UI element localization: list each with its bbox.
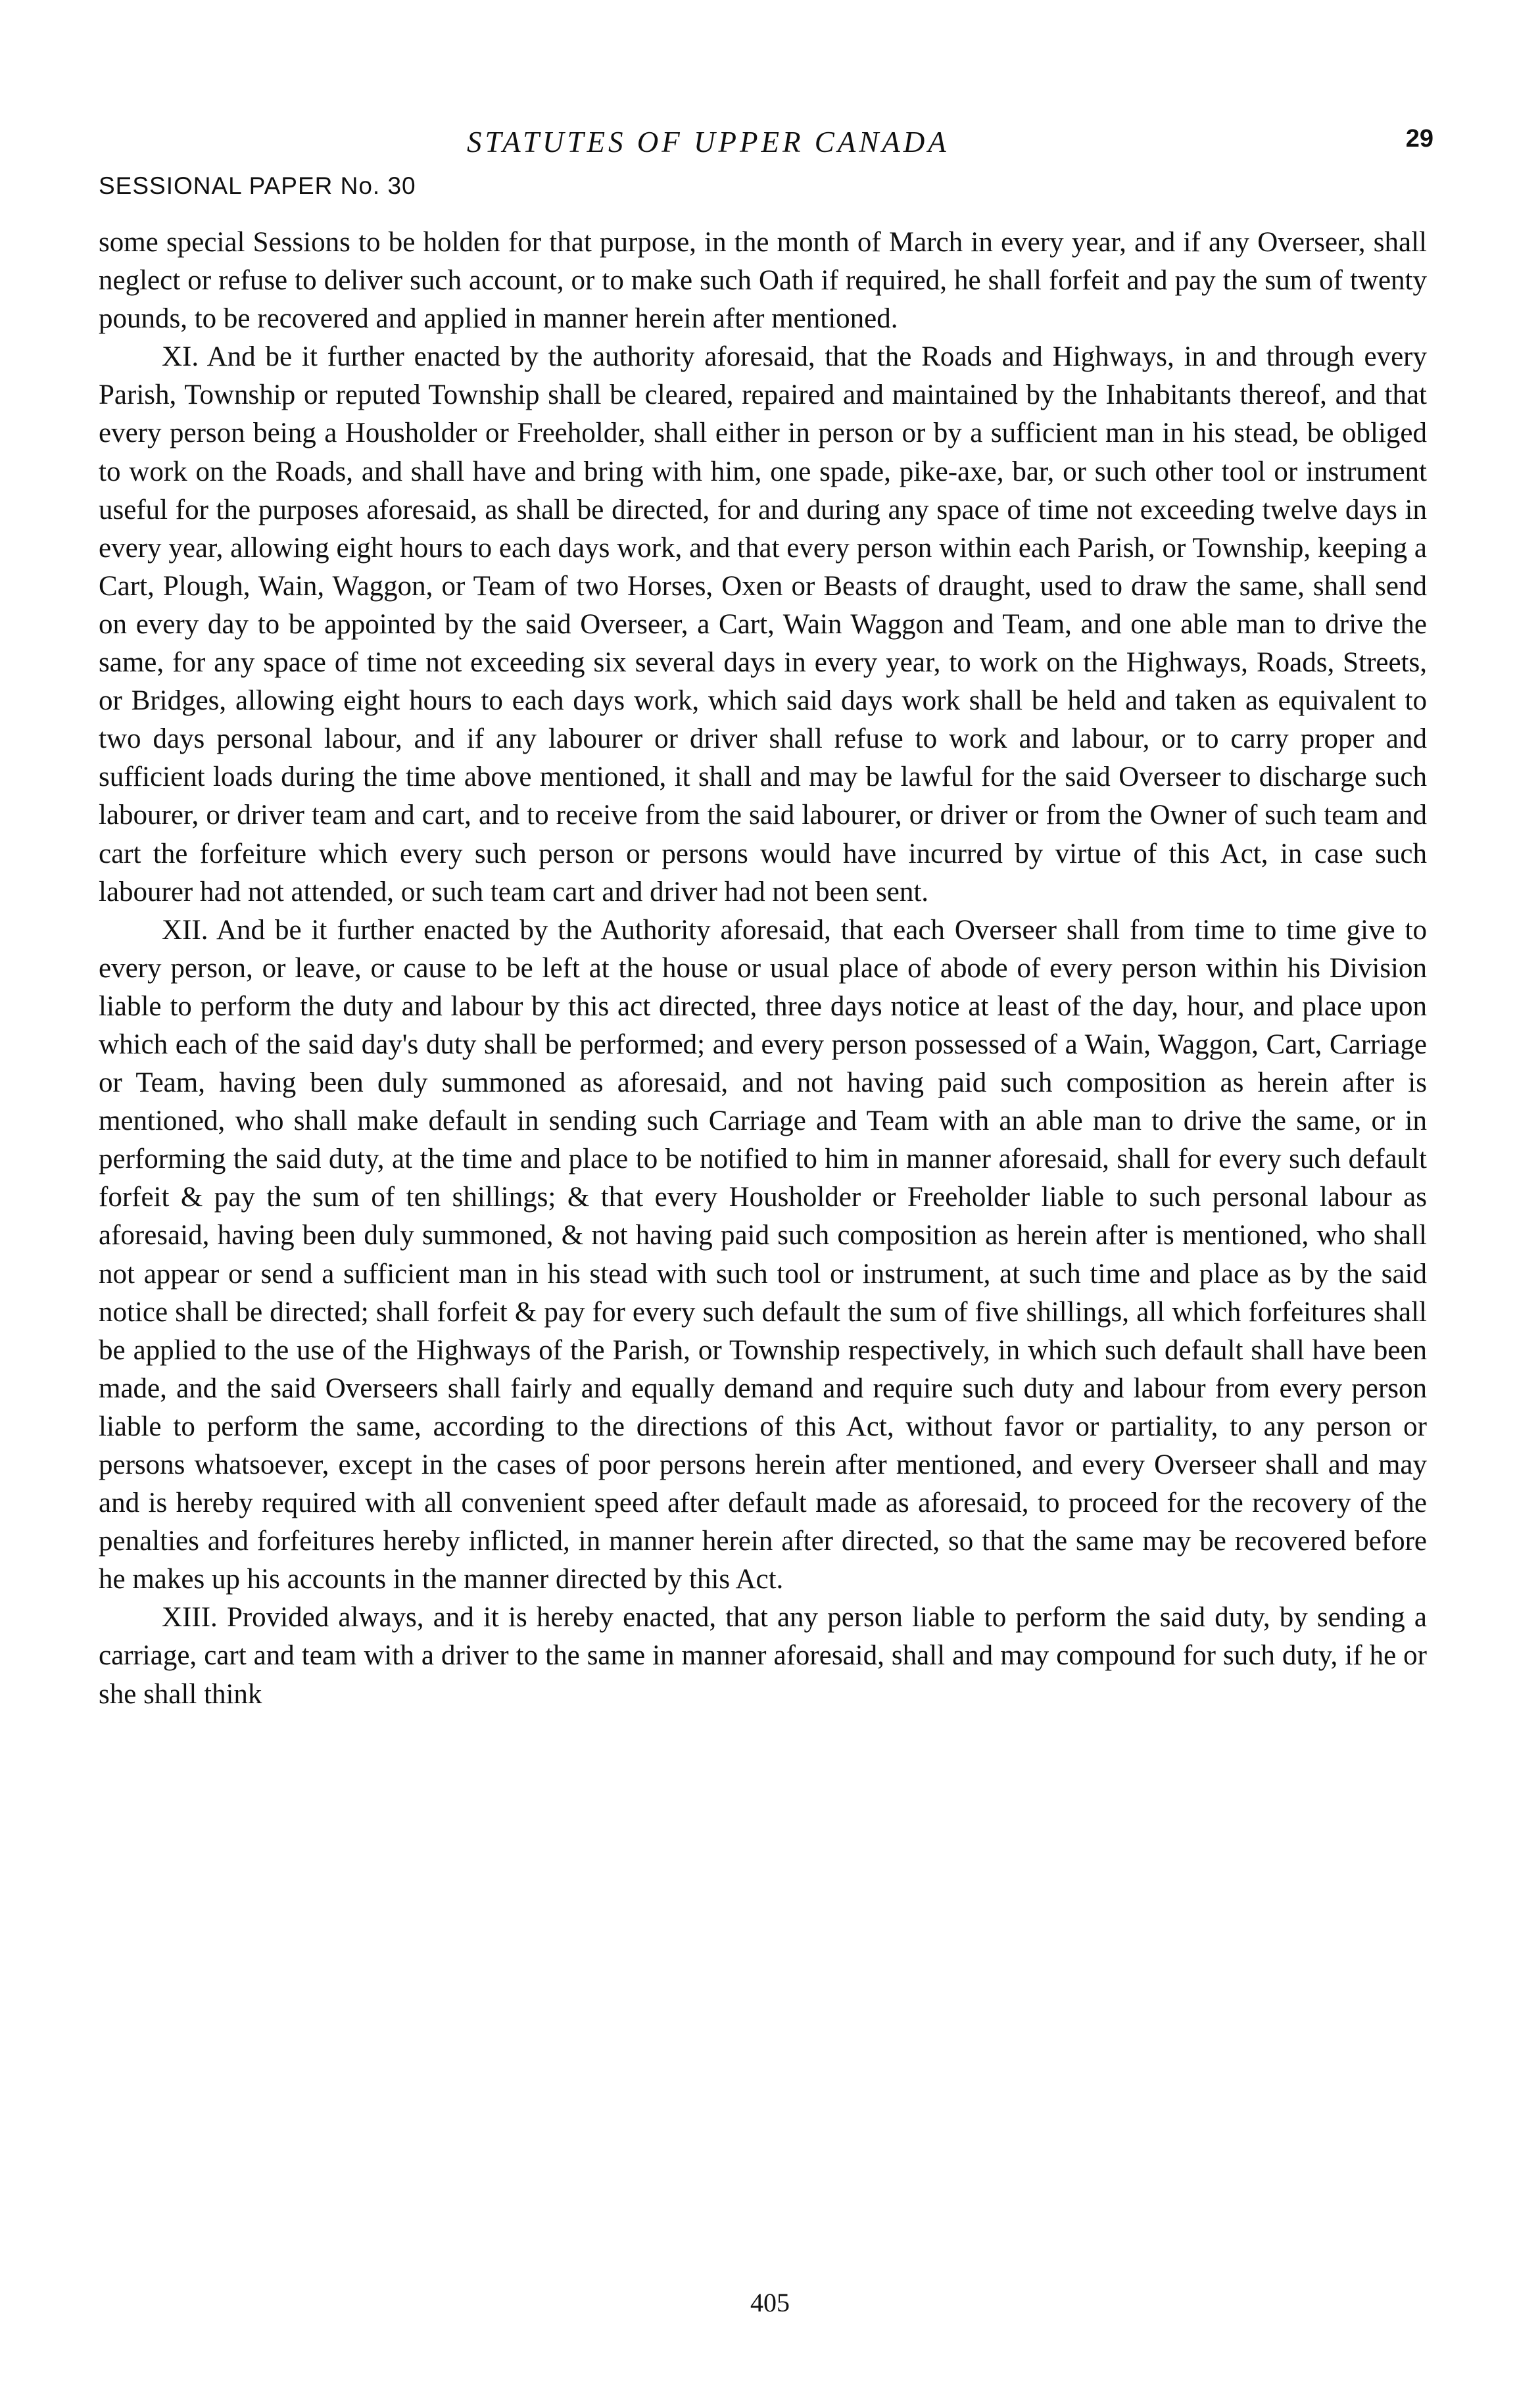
running-head — [99, 125, 1433, 164]
section-xii: XII. And be it further enacted by the Authority aforesaid, that each Overseer shall from time to time give to every person, or leave, or cause to be left at the house or usual place of abode of every person within his Division liable to perform the duty and labour by this act directed, three days notice at least of the day, hour, and place upon which each of the said day's duty shall be performed; and every person possessed of a Wain, Waggon, Cart, Carriage or Team, having been duly summoned as aforesaid, and not having paid such composition as herein after is mentioned, who shall make default in sending such Carriage and Team with an able man to drive the same, or in performing the said duty, at the time and place to be notified to him in manner aforesaid, shall for every such default forfeit & pay the sum of ten shillings; & that every Housholder or Freeholder liable to such personal labour as aforesaid, having been duly summoned, & not having paid such composition as herein after is mentioned, who shall not appear or send a sufficient man in his stead with such tool or instrument, at such time and place as by the said notice shall be directed; shall forfeit & pay for every such default the sum of five shillings, all which forfeitures shall be applied to the use of the Highways of the Parish, or Township respectively, in which such default shall have been made, and the said Overseers shall fairly and equally demand and require such duty and labour from every person liable to perform the same, according to the directions of this Act, without favor or partiality, to any person or persons whatsoever, except in the cases of poor persons herein after mentioned, and every Overseer shall and may and is hereby required with all convenient speed after default made as aforesaid, to proceed for the recovery of the penalties and forfeitures hereby inflicted, in manner herein after directed, so that the same may be recovered before he makes up his accounts in the manner directed by this Act. — [99, 914, 1427, 1595]
folio-number: 405 — [750, 2288, 790, 2317]
paragraph-continuation: some special Sessions to be holden for that purpose, in the month of March in every year, and if any Overseer, shall neglect or refuse to deliver such account, or to make such Oath if required, he shall forfeit and pay the sum of twenty pounds, to be recovered and applied in manner herein after mentioned. — [99, 227, 1427, 335]
section-xiii: XIII. Provided always, and it is hereby enacted, that any person liable to perform the said duty, by sending a carriage, cart and team with a driver to the same in manner aforesaid, shall and may compound for such duty, if he or she shall think — [99, 1602, 1427, 1710]
section-xi: XI. And be it further enacted by the authority aforesaid, that the Roads and Highways, in and through every Parish, Township or reputed Township shall be cleared, repaired and maintained by the Inhabitants thereof, and that every person being a Housholder or Freeholder, shall either in person or by a sufficient man in his stead, be obliged to work on the Roads, and shall have and bring with him, one spade, pike-axe, bar, or such other tool or instrument useful for the purposes aforesaid, as shall be directed, for and during any space of time not exceeding twelve days in every year, allowing eight hours to each days work, and that every person within each Parish, or Township, keeping a Cart, Plough, Wain, Waggon, or Team of two Horses, Oxen or Beasts of draught, used to draw the same, shall send on every day to be appointed by the said Overseer, a Cart, Wain Waggon and Team, and one able man to drive the same, for any space of time not exceeding six several days in every year, to work on the Highways, Roads, Streets, or Bridges, allowing eight hours to each days work, which said days work shall be held and taken as equivalent to two days personal labour, and if any labourer or driver shall refuse to work and labour, or to carry proper and sufficient loads during the time above mentioned, it shall and may be lawful for the said Overseer to discharge such labourer, or driver team and cart, and to receive from the said labourer, or driver or from the Owner of such team and cart the forfeiture which every such person or persons would have incurred by virtue of this Act, in case such labourer had not attended, or such team cart and driver had not been sent. — [99, 341, 1427, 907]
document-page — [99, 125, 1433, 1714]
sessional-paper-label: SESSIONAL PAPER No. 30 — [99, 172, 416, 199]
running-title: STATUTES OF UPPER CANADA — [467, 126, 950, 158]
page-number: 29 — [1405, 125, 1433, 153]
statute-text — [99, 224, 1427, 1714]
